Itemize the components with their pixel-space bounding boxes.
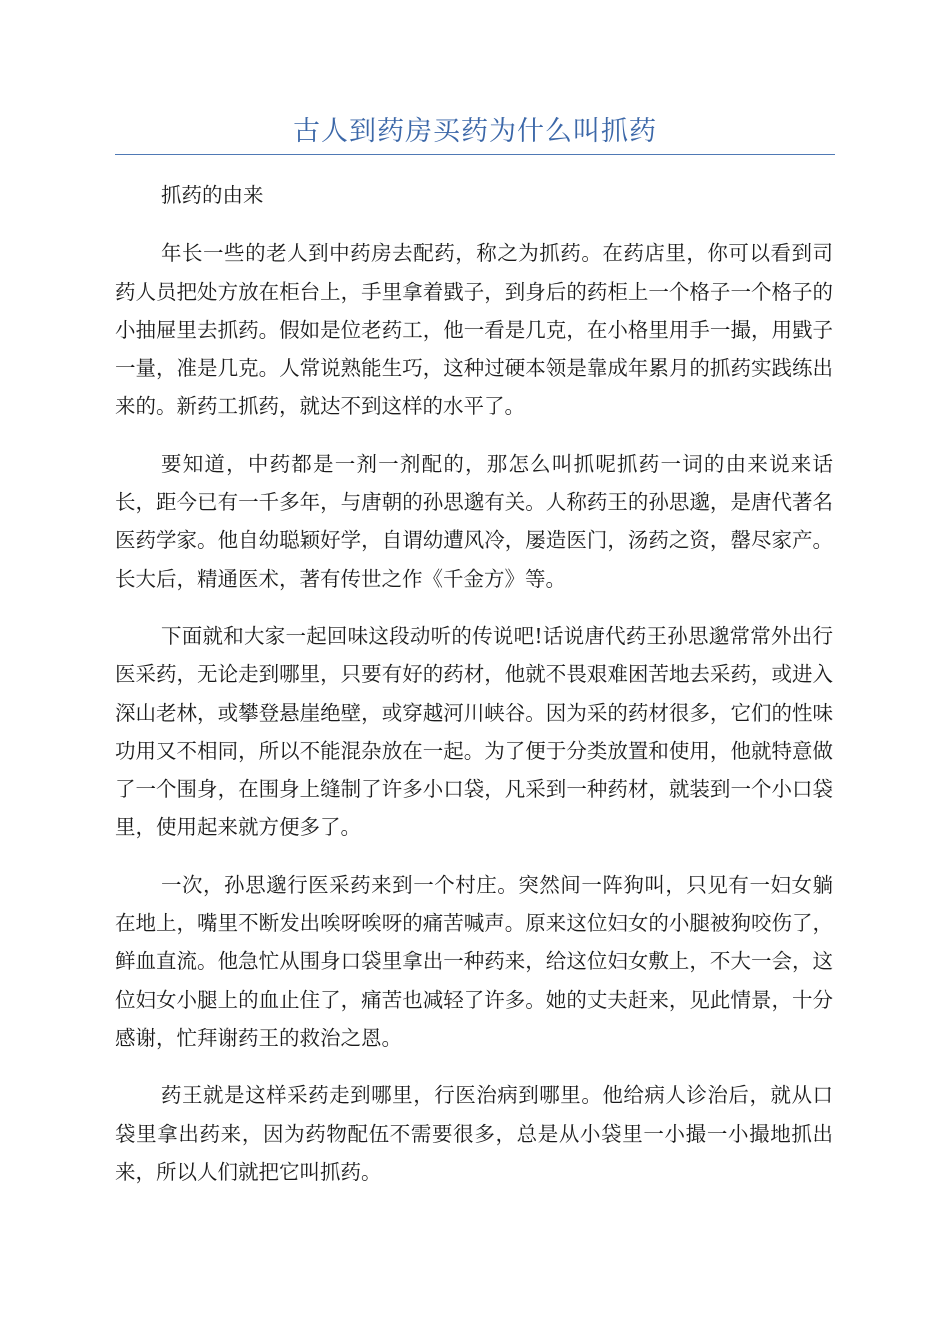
document-body (115, 176, 833, 1210)
title-underline (115, 154, 835, 155)
paragraph-1: 年长一些的老人到中药房去配药，称之为抓药。在药店里，你可以看到司药人员把处方放在柜台上，手里拿着戥子，到身后的药柜上一个格子一个格子的小抽屉里去抓药。假如是位老药工，他一看是几克，在小格里用手一撮，用戥子一量，准是几克。人常说熟能生巧，这种过硬本领是靠成年累月的抓药实践练出来的。新药工抓药，就达不到这样的水平了。 (115, 241, 833, 419)
section-subheading: 抓药的由来 (161, 183, 264, 207)
page-title: 古人到药房买药为什么叫抓药 (293, 116, 657, 147)
paragraph-2: 要知道，中药都是一剂一剂配的，那怎么叫抓呢抓药一词的由来说来话长，距今已有一千多年，与唐朝的孙思邈有关。人称药王的孙思邈，是唐代著名医药学家。他自幼聪颖好学，自谓幼遭风冷，屡造医门，汤药之资，罄尽家产。长大后，精通医术，著有传世之作《千金方》等。 (115, 451, 833, 591)
paragraph-3: 下面就和大家一起回味这段动听的传说吧!话说唐代药王孙思邈常常外出行医采药，无论走到哪里，只要有好的药材，他就不畏艰难困苦地去采药，或进入深山老林，或攀登悬崖绝壁，或穿越河川峡谷。因为采的药材很多，它们的性味功用又不相同，所以不能混杂放在一起。为了便于分类放置和使用，他就特意做了一个围身，在围身上缝制了许多小口袋，凡采到一种药材，就装到一个小口袋里，使用起来就方便多了。 (115, 623, 833, 840)
paragraph-4: 一次，孙思邈行医采药来到一个村庄。突然间一阵狗叫，只见有一妇女躺在地上，嘴里不断发出唉呀唉呀的痛苦喊声。原来这位妇女的小腿被狗咬伤了，鲜血直流。他急忙从围身口袋里拿出一种药来，给这位妇女敷上，不大一会，这位妇女小腿上的血止住了，痛苦也减轻了许多。她的丈夫赶来，见此情景，十分感谢，忙拜谢药王的救治之恩。 (115, 872, 833, 1050)
paragraph-5: 药王就是这样采药走到哪里，行医治病到哪里。他给病人诊治后，就从口袋里拿出药来，因为药物配伍不需要很多，总是从小袋里一小撮一小撮地抓出来，所以人们就把它叫抓药。 (115, 1083, 833, 1184)
